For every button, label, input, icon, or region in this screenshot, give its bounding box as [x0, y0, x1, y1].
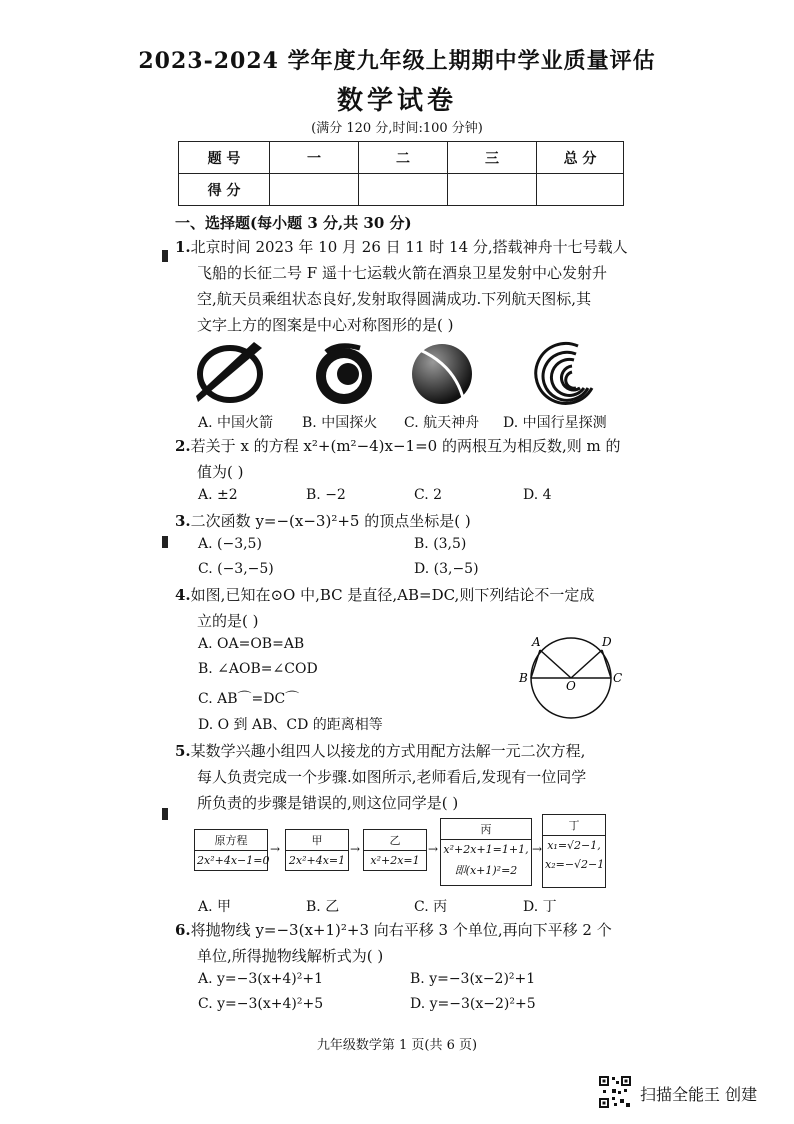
option-c: C. 航天神舟 — [404, 415, 480, 431]
option-c: C. y=−3(x+4)²+5 — [198, 996, 324, 1012]
planet-exploration-logo-icon — [526, 338, 598, 410]
option-d: D. 中国行星探测 — [503, 415, 607, 431]
flow-step-body: x₂=−√2−1 — [545, 858, 605, 871]
flow-step-body: x²+2x+1=1+1, — [443, 843, 529, 856]
question-text: 所负责的步骤是错误的,则这位同学是( ) — [197, 794, 459, 812]
option-a: A. 中国火箭 — [198, 415, 274, 431]
option-b: B. 中国探火 — [302, 415, 378, 431]
question-text: 如图,已知在⊙O 中,BC 是直径,AB=DC,则下列结论不一定成 — [190, 586, 595, 604]
question-text: 文字上方的图案是中心对称图形的是( ) — [197, 316, 454, 334]
option-d: D. (3,−5) — [414, 561, 479, 577]
point-label: D — [602, 635, 612, 649]
subject-title: 数学试卷 — [336, 86, 457, 116]
scan-mark — [162, 250, 168, 262]
question-text: 二次函数 y=−(x−3)²+5 的顶点坐标是( ) — [190, 512, 471, 530]
arrow-icon: → — [428, 842, 439, 856]
score-label: 得 分 — [179, 174, 270, 206]
option-d: D. 丁 — [523, 899, 557, 915]
page-footer: 九年级数学第 1 页(共 6 页) — [316, 1038, 478, 1053]
question-2 — [175, 433, 635, 485]
question-6 — [175, 917, 635, 969]
question-number: 6. — [175, 921, 191, 939]
score-cell: 一 — [270, 142, 359, 174]
option-a: A. OA=OB=AB — [198, 636, 305, 652]
scanner-brand: 扫描全能王 创建 — [640, 1085, 758, 1104]
flow-step-body: 2x²+4x−1=0 — [197, 854, 270, 867]
scan-mark — [162, 536, 168, 548]
question-text: 值为( ) — [197, 463, 244, 481]
point-label: B — [519, 671, 528, 685]
question-text: 飞船的长征二号 F 遥十七运载火箭在酒泉卫星发射中心发射升 — [197, 264, 607, 282]
question-text: 某数学兴趣小组四人以接龙的方式用配方法解一元二次方程, — [190, 742, 586, 760]
option-b: B. (3,5) — [414, 536, 467, 552]
flow-step-head: 乙 — [364, 830, 426, 851]
option-b: B. −2 — [306, 487, 346, 503]
question-text: 北京时间 2023 年 10 月 26 日 11 时 14 分,搭载神舟十七号载人 — [190, 238, 628, 256]
question-4 — [175, 582, 635, 634]
question-number: 2. — [175, 437, 191, 455]
qr-code-icon — [598, 1075, 632, 1109]
question-text: 立的是( ) — [197, 612, 259, 630]
flow-step-head: 甲 — [286, 830, 348, 851]
score-empty — [359, 174, 448, 206]
flow-step-head: 原方程 — [195, 830, 267, 851]
question-text: 将抛物线 y=−3(x+1)²+3 向右平移 3 个单位,再向下平移 2 个 — [190, 921, 612, 939]
question-text: 单位,所得抛物线解析式为( ) — [197, 947, 384, 965]
option-b: B. y=−3(x−2)²+1 — [410, 971, 536, 987]
question-text: 每人负责完成一个步骤.如图所示,老师看后,发现有一位同学 — [197, 768, 587, 786]
scan-mark — [162, 808, 168, 820]
option-a: A. 甲 — [198, 899, 232, 915]
option-a: A. ±2 — [198, 487, 238, 503]
score-value-row — [179, 174, 624, 206]
flow-step-yi — [363, 829, 427, 871]
score-empty — [448, 174, 537, 206]
option-b: B. ∠AOB=∠COD — [198, 661, 318, 677]
arrow-icon: → — [532, 842, 543, 856]
score-cell: 题 号 — [179, 142, 270, 174]
score-header-row — [179, 142, 624, 174]
section-heading: 一、选择题(每小题 3 分,共 30 分) — [175, 214, 412, 232]
flow-step-body: 2x²+4x=1 — [288, 854, 346, 867]
question-number: 5. — [175, 742, 191, 760]
flow-step-head: 丁 — [543, 815, 605, 836]
flow-step-ding — [542, 814, 606, 888]
flow-step-jia — [285, 829, 349, 871]
option-c: C. AB⌒=DC⌒ — [198, 691, 300, 707]
flow-step-original — [194, 829, 268, 871]
point-label: O — [566, 679, 576, 693]
score-empty — [270, 174, 359, 206]
score-empty — [537, 174, 624, 206]
rocket-logo-icon — [194, 338, 266, 410]
score-table — [178, 141, 624, 206]
question-5 — [175, 738, 635, 816]
shenzhou-logo-icon — [406, 336, 478, 408]
question-1 — [175, 234, 635, 338]
arrow-icon: → — [270, 842, 281, 856]
option-c: C. (−3,−5) — [198, 561, 274, 577]
option-d: D. y=−3(x−2)²+5 — [410, 996, 536, 1012]
option-a: A. (−3,5) — [198, 536, 262, 552]
option-d: D. 4 — [523, 487, 552, 503]
option-a: A. y=−3(x+4)²+1 — [198, 971, 323, 987]
point-label: C — [613, 671, 623, 685]
option-d: D. O 到 AB、CD 的距离相等 — [198, 717, 383, 733]
exam-title: 2023-2024 学年度九年级上期期中学业质量评估 — [138, 48, 656, 74]
score-cell: 二 — [359, 142, 448, 174]
score-cell: 总 分 — [537, 142, 624, 174]
question-number: 1. — [175, 238, 191, 256]
point-label: A — [532, 635, 541, 649]
question-number: 4. — [175, 586, 191, 604]
question-text: 若关于 x 的方程 x²+(m²−4)x−1=0 的两根互为相反数,则 m 的 — [190, 437, 621, 455]
option-c: C. 丙 — [414, 899, 448, 915]
option-b: B. 乙 — [306, 899, 340, 915]
exam-meta: (满分 120 分,时间:100 分钟) — [311, 121, 483, 136]
score-cell: 三 — [448, 142, 537, 174]
question-number: 3. — [175, 512, 191, 530]
flow-step-body: 即(x+1)²=2 — [454, 864, 518, 877]
option-c: C. 2 — [414, 487, 443, 503]
circle-figure — [516, 628, 626, 728]
question-text: 空,航天员乘组状态良好,发射取得圆满成功.下列航天图标,其 — [197, 290, 592, 308]
mars-probe-logo-icon — [308, 338, 380, 410]
flow-step-bing — [440, 818, 532, 886]
flow-step-head: 丙 — [441, 819, 531, 840]
question-3 — [175, 508, 635, 534]
flow-step-body: x²+2x=1 — [370, 854, 420, 867]
arrow-icon: → — [350, 842, 361, 856]
flow-step-body: x₁=√2−1, — [547, 839, 601, 852]
